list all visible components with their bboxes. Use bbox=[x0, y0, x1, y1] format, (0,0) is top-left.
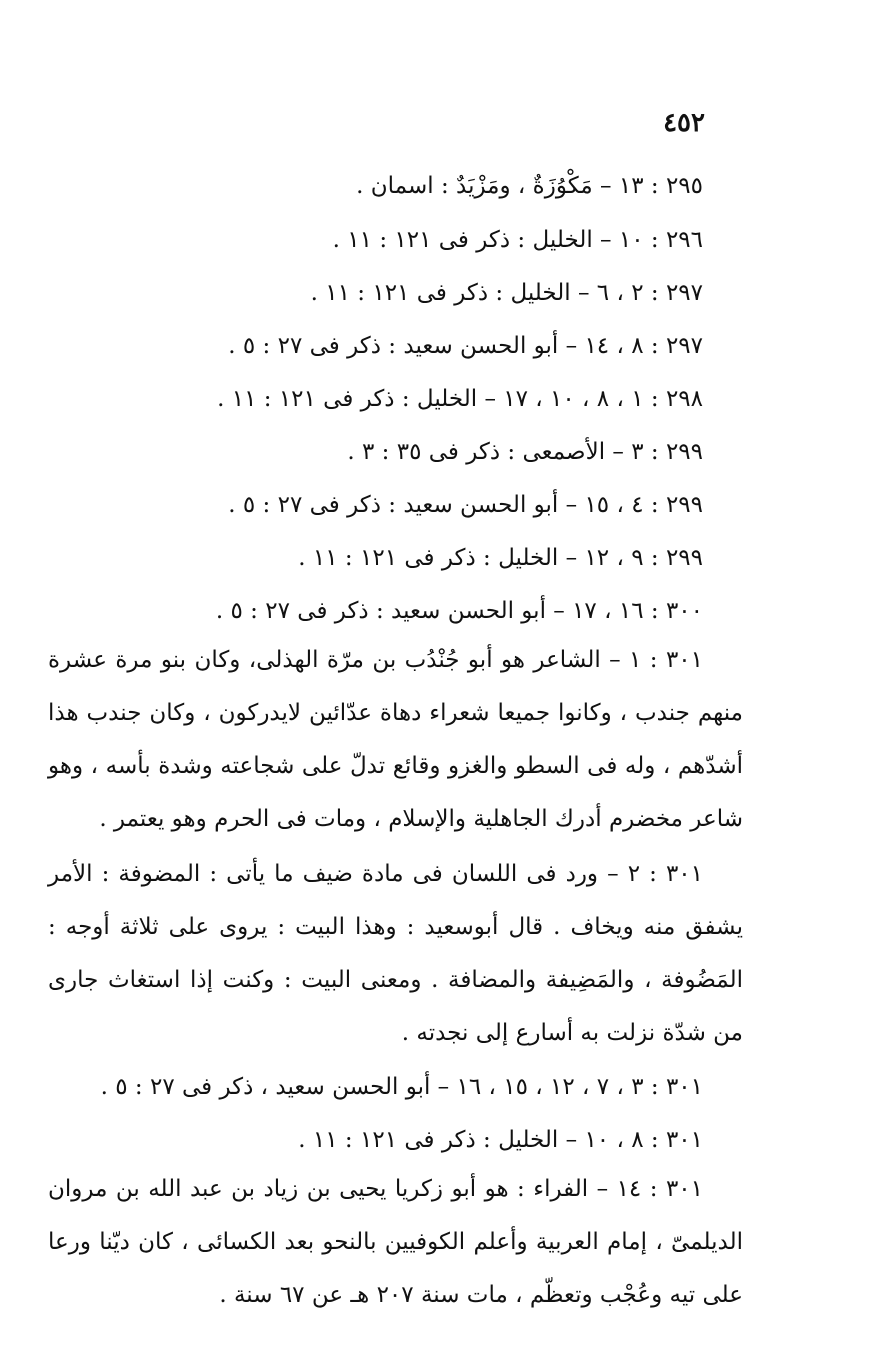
note-entry: ٢٩٩ : ٤ ، ١٥ – أبو الحسن سعيد : ذكر فى ٢٧ : ٥ . bbox=[228, 492, 703, 518]
note-paragraph: ٣٠١ : ١ – الشاعر هو أبو جُنْدُب بن مرّة الهذلى، وكان بنو مرة عشرة منهم جندب ، وكانوا جميعا شعراء دهاة عدّائين لايدركون ، وكان جندب هذا أشدّهم ، وله فى السطو والغزو وقائع تدلّ على شجاعته وشدة بأسه ، وهو شاعر مخضرم أدرك الجاهلية والإسلام ، ومات فى الحرم وهو يعتمر . bbox=[48, 647, 743, 832]
note-entry: ٢٩٩ : ٩ ، ١٢ – الخليل : ذكر فى ١٢١ : ١١ . bbox=[298, 545, 703, 571]
note-entry: ٢٩٧ : ٢ ، ٦ – الخليل : ذكر فى ١٢١ : ١١ . bbox=[310, 280, 703, 306]
note-entry: ٢٩٧ : ٨ ، ١٤ – أبو الحسن سعيد : ذكر فى ٢٧ : ٥ . bbox=[228, 333, 703, 359]
note-entry: ٢٩٥ : ١٣ – مَكْوُزَةٌ ، ومَزْيَدٌ : اسمان . bbox=[356, 173, 703, 199]
note-entry: ٢٩٩ : ٣ – الأصمعى : ذكر فى ٣٥ : ٣ . bbox=[347, 439, 703, 465]
note-entry: ٣٠١ : ٣ ، ٧ ، ١٢ ، ١٥ ، ١٦ – أبو الحسن سعيد ، ذكر فى ٢٧ : ٥ . bbox=[100, 1074, 703, 1100]
page-number: ٤٥٢ bbox=[663, 108, 705, 138]
note-entry: ٣٠٠ : ١٦ ، ١٧ – أبو الحسن سعيد : ذكر فى ٢٧ : ٥ . bbox=[215, 598, 703, 624]
note-entry: ٢٩٦ : ١٠ – الخليل : ذكر فى ١٢١ : ١١ . bbox=[332, 227, 703, 253]
note-paragraph: ٣٠١ : ١٤ – الفراء : هو أبو زكريا يحيى بن زياد بن عبد الله بن مروان الديلمىّ ، إمام العربية وأعلم الكوفيين بالنحو بعد الكسائى ، كان ديّنا ورعا على تيه وعُجْب وتعظّم ، مات سنة ٢٠٧ هـ عن ٦٧ سنة . bbox=[48, 1176, 743, 1308]
note-entry: ٢٩٨ : ١ ، ٨ ، ١٠ ، ١٧ – الخليل : ذكر فى ١٢١ : ١١ . bbox=[217, 386, 703, 412]
note-paragraph: ٣٠١ : ٢ – ورد فى اللسان فى مادة ضيف ما يأتى : المضوفة : الأمر يشفق منه ويخاف . قال أبوسعيد : وهذا البيت : يروى على ثلاثة أوجه : المَضُوفة ، والمَضِيفة والمضافة . ومعنى البيت : وكنت إذا استغاث جارى من شدّة نزلت به أسارع إلى نجدته . bbox=[48, 861, 743, 1046]
note-entry: ٣٠١ : ٨ ، ١٠ – الخليل : ذكر فى ١٢١ : ١١ . bbox=[298, 1127, 703, 1153]
